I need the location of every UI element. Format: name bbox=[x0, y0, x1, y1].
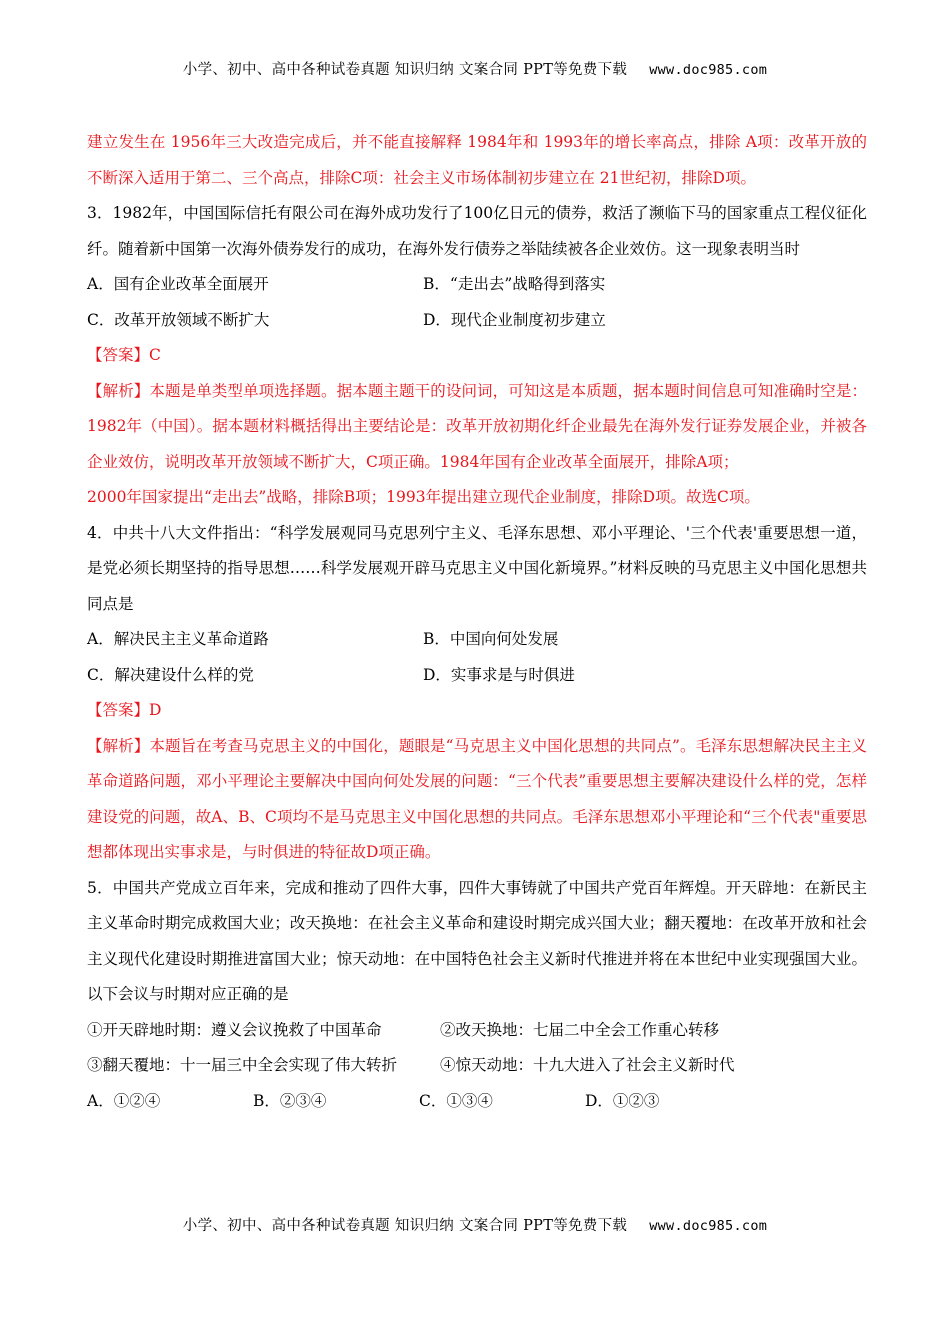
q5-items-row-2 bbox=[87, 1048, 867, 1084]
header-text: 小学、初中、高中各种试卷真题 知识归纳 文案合同 PPT等免费下载 bbox=[182, 62, 628, 78]
document-body bbox=[87, 125, 867, 1119]
footer-site[interactable]: www.doc985.com bbox=[649, 1218, 768, 1234]
q3-analysis-2: 2000年国家提出“走出去”战略，排除B项；1993年提出建立现代企业制度，排除D项。故选C项。 bbox=[87, 488, 760, 506]
footer-text: 小学、初中、高中各种试卷真题 知识归纳 文案合同 PPT等免费下载 bbox=[182, 1218, 628, 1234]
q5-item-2: ②改天换地：七届二中全会工作重心转移 bbox=[440, 1020, 720, 1039]
q3-answer: 【答案】C bbox=[87, 346, 161, 364]
q4-stem: 4．中共十八大文件指出：“科学发展观同马克思列宁主义、毛泽东思想、邓小平理论、'三个代表'重要思想一道，是党必须长期坚持的指导思想……科学发展观开辟马克思主义中国化新境界。”材料反映的马克思主义中国化思想共同点是 bbox=[87, 523, 867, 613]
header-site[interactable]: www.doc985.com bbox=[649, 62, 768, 78]
q3-option-d: D．现代企业制度初步建立 bbox=[423, 310, 606, 329]
q5-option-c: C．①③④ bbox=[419, 1091, 493, 1110]
q4-options-row-1 bbox=[87, 622, 867, 658]
page-header bbox=[0, 58, 950, 79]
q4-option-c: C．解决建设什么样的党 bbox=[87, 665, 254, 684]
q3-options-row-2 bbox=[87, 303, 867, 339]
q5-stem: 5．中国共产党成立百年来，完成和推动了四件大事，四件大事铸就了中国共产党百年辉煌。开天辟地：在新民主主义革命时期完成救国大业；改天换地：在社会主义革命和建设时期完成兴国大业；翻天覆地：在改革开放和社会主义现代化建设时期推进富国大业；惊天动地：在中国特色社会主义新时代推进并将在本世纪中业实现强国大业。以下会议与时期对应正确的是 bbox=[87, 878, 867, 1003]
q4-options-row-2 bbox=[87, 658, 867, 694]
q4-option-a: A．解决民主主义革命道路 bbox=[87, 630, 269, 648]
q3-option-c: C．改革开放领域不断扩大 bbox=[87, 310, 270, 329]
q5-options-row bbox=[87, 1084, 867, 1120]
q5-option-a: A．①②④ bbox=[87, 1091, 161, 1110]
q5-item-4: ④惊天动地：十九大进入了社会主义新时代 bbox=[440, 1056, 735, 1074]
q4-analysis: 【解析】本题旨在考查马克思主义的中国化，题眼是“马克思主义中国化思想的共同点”。毛泽东思想解决民主主义革命道路问题，邓小平理论主要解决中国向何处发展的问题：“三个代表”重要思想主要解决建设什么样的党，怎样建设党的问题，故A、B、C项均不是马克思主义中国化思想的共同点。毛泽东思想邓小平理论和“三个代表"重要思想都体现出实事求是，与时俱进的特征故D项正确。 bbox=[87, 736, 867, 861]
q3-options-row-1 bbox=[87, 267, 867, 303]
q3-analysis-1: 【解析】本题是单类型单项选择题。据本题主题干的设问词，可知这是本质题，据本题时间信息可知准确时空是：1982年（中国）。据本题材料概括得出主要结论是：改革开放初期化纤企业最先在海外发行证券发展企业，并被各企业效仿，说明改革开放领域不断扩大，C项正确。1984年国有企业改革全面展开，排除A项； bbox=[87, 381, 867, 471]
q3-option-a: A．国有企业改革全面展开 bbox=[87, 275, 269, 293]
q5-items-row-1 bbox=[87, 1013, 867, 1049]
q5-option-b: B．②③④ bbox=[253, 1091, 327, 1110]
prev-analysis: 建立发生在 1956年三大改造完成后，并不能直接解释 1984年和 1993年的增长率高点，排除 A项：改革开放的不断深入适用于第二、三个高点，排除C项：社会主义市场体制初步建立在 21世纪初，排除D项。 bbox=[87, 133, 867, 187]
page-footer bbox=[0, 1214, 950, 1235]
q5-option-d: D．①②③ bbox=[585, 1091, 660, 1110]
q4-answer: 【答案】D bbox=[87, 701, 162, 719]
q4-option-d: D．实事求是与时俱进 bbox=[423, 665, 575, 684]
q3-stem: 3．1982年，中国国际信托有限公司在海外成功发行了100亿日元的债券，救活了濒临下马的国家重点工程仪征化纤。随着新中国第一次海外债券发行的成功，在海外发行债券之举陆续被各企业效仿。这一现象表明当时 bbox=[87, 204, 867, 258]
q3-option-b: B．“走出去”战略得到落实 bbox=[423, 275, 606, 293]
q4-option-b: B．中国向何处发展 bbox=[423, 630, 559, 648]
q5-item-3: ③翻天覆地：十一届三中全会实现了伟大转折 bbox=[87, 1056, 398, 1074]
q5-item-1: ①开天辟地时期：遵义会议挽救了中国革命 bbox=[87, 1020, 382, 1039]
